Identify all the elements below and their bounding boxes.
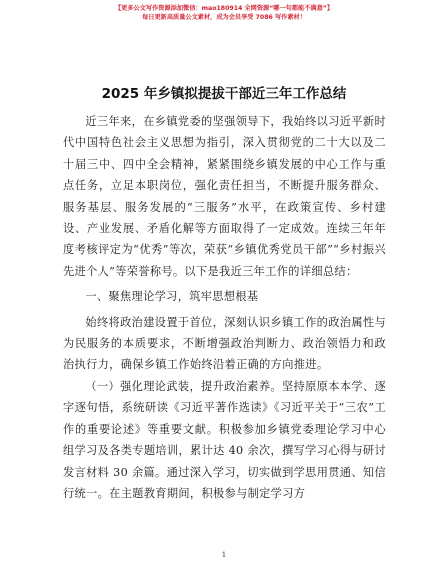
intro-paragraph: 近三年来，在乡镇党委的坚强领导下，我始终以习近平新时代中国特色社会主义思想为指引，深入贯彻党的二十大以及二十届三中、四中全会精神，紧紧围绕乡镇发展的中心工作与重点任务，立足本职岗位，强化责任担当，不断提升服务群众、服务基层、服务发展的“三服务”水平，在政策宣传、乡村建设、产业发展、矛盾化解等方面取得了一定成效。连续三年年度考核评定为“优秀”等次，荣获“乡镇优秀党员干部”“乡村振兴先进个人”等荣誉称号。以下是我近三年工作的详细总结： <box>63 115 386 278</box>
promo-banner <box>0 4 448 22</box>
promo-banner-line2: 每日更新高质量公文素材，成为会员享受 7086 写作素材！ <box>142 14 306 21</box>
promo-banner-line1: 【更多公文写作资源添加微信：mao180914 全网资源“哪一句都能不满意”】 <box>114 5 334 12</box>
body-paragraph: （一）强化理论武装，提升政治素养。坚持原原本本学、逐字逐句悟，系统研读《习近平著作选读》《习近平关于“三农”工作的重要论述》等重要文献。积极参加乡镇党委理论学习中心组学习及各类专题培训，累计达 40 余次，撰写学习心得与研讨发言材料 30 余篇。通过深入学习，切实做到学思用贯通、知信行统一。在主题教育期间，积极参与制定学习方 <box>63 379 386 500</box>
document-body <box>63 111 386 504</box>
body-paragraph: 始终将政治建设置于首位，深刻认识乡镇工作的政治属性与为民服务的本质要求，不断增强政治判断力、政治领悟力和政治执行力，确保乡镇工作始终沿着正确的方向推进。 <box>63 315 386 372</box>
page-number: 1 <box>221 551 227 559</box>
document-title: 2025 年乡镇拟提拔干部近三年工作总结 <box>101 86 347 102</box>
section-heading: 一、聚焦理论学习，筑牢思想根基 <box>85 290 259 304</box>
